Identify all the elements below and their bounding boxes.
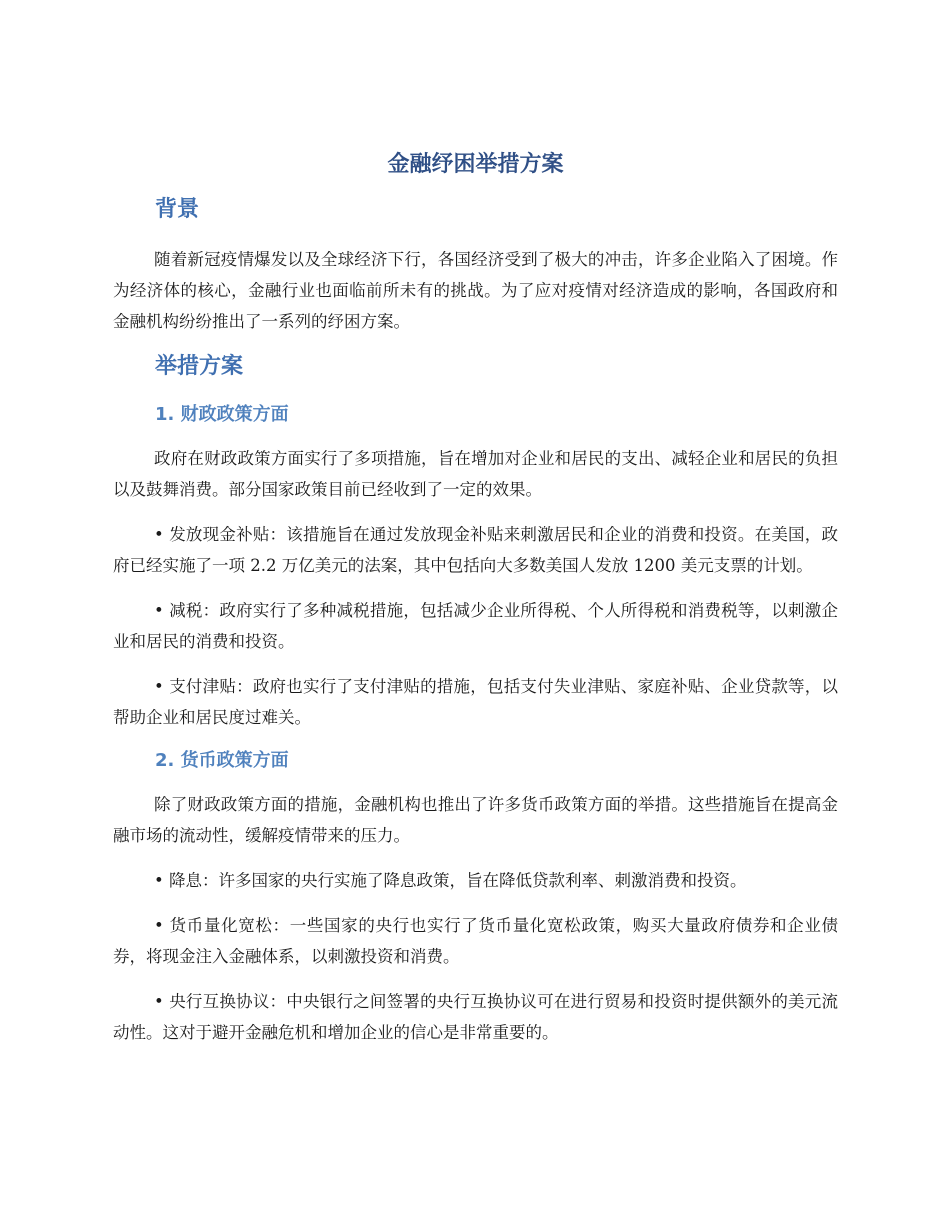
subsection-heading-fiscal: 1. 财政政策方面 <box>155 404 289 425</box>
fiscal-item-cash-subsidy: • 发放现金补贴：该措施旨在通过发放现金补贴来刺激居民和企业的消费和投资。在美国，政府已经实施了一项 2.2 万亿美元的法案，其中包括向大多数美国人发放 1200 美元支票的计划。 <box>113 525 838 575</box>
section-heading-measures: 举措方案 <box>155 354 244 379</box>
monetary-item-swap: • 央行互换协议：中央银行之间签署的央行互换协议可在进行贸易和投资时提供额外的美元流动性。这对于避开金融危机和增加企业的信心是非常重要的。 <box>113 992 838 1042</box>
monetary-intro-paragraph: 除了财政政策方面的措施，金融机构也推出了许多货币政策方面的举措。这些措施旨在提高金融市场的流动性，缓解疫情带来的压力。 <box>113 795 838 845</box>
fiscal-intro-paragraph: 政府在财政政策方面实行了多项措施，旨在增加对企业和居民的支出、减轻企业和居民的负担以及鼓舞消费。部分国家政策目前已经收到了一定的效果。 <box>113 449 838 499</box>
fiscal-item-tax-cut: • 减税：政府实行了多种减税措施，包括减少企业所得税、个人所得税和消费税等，以刺激企业和居民的消费和投资。 <box>113 601 838 651</box>
monetary-item-qe: • 货币量化宽松：一些国家的央行也实行了货币量化宽松政策，购买大量政府债券和企业债券，将现金注入金融体系，以刺激投资和消费。 <box>113 916 838 966</box>
subsection-heading-monetary: 2. 货币政策方面 <box>155 750 289 771</box>
section-heading-background: 背景 <box>155 197 200 222</box>
monetary-item-rate-cut: • 降息：许多国家的央行实施了降息政策，旨在降低贷款利率、刺激消费和投资。 <box>154 871 747 890</box>
fiscal-item-allowance: • 支付津贴：政府也实行了支付津贴的措施，包括支付失业津贴、家庭补贴、企业贷款等，以帮助企业和居民度过难关。 <box>113 677 838 727</box>
background-paragraph: 随着新冠疫情爆发以及全球经济下行，各国经济受到了极大的冲击，许多企业陷入了困境。作为经济体的核心，金融行业也面临前所未有的挑战。为了应对疫情对经济造成的影响，各国政府和金融机构纷纷推出了一系列的纾困方案。 <box>113 250 838 331</box>
document-title: 金融纾困举措方案 <box>387 152 564 177</box>
document-body <box>113 148 838 1062</box>
